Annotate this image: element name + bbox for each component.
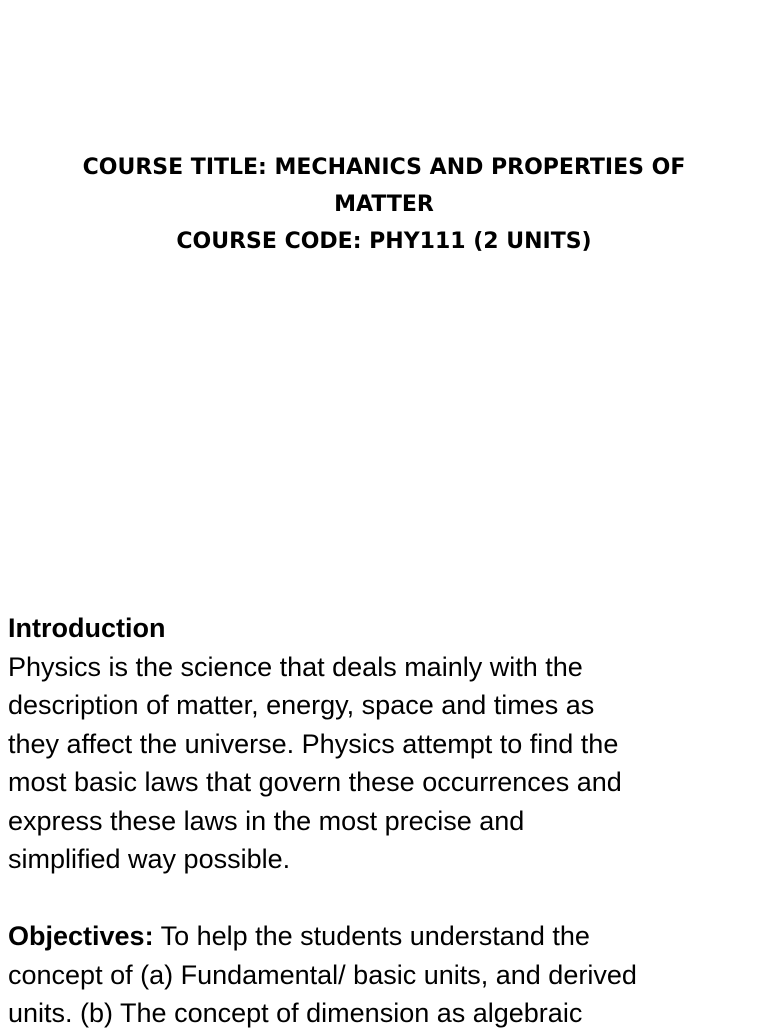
paragraph-spacer: [8, 879, 760, 918]
introduction-line: simplified way possible.: [8, 844, 291, 874]
introduction-heading: Introduction: [8, 613, 166, 643]
objectives-first-line: [8, 917, 760, 956]
course-title-line-2: MATTER: [334, 192, 434, 217]
course-code-line: COURSE CODE: PHY111 (2 UNITS): [176, 229, 592, 254]
course-title-line-1: COURSE TITLE: MECHANICS AND PROPERTIES OF: [82, 155, 686, 180]
objectives-text: To help the students understand the: [153, 921, 590, 951]
objectives-line: concept of (a) Fundamental/ basic units, and derived: [8, 959, 637, 990]
introduction-line: Physics is the science that deals mainly with the: [8, 651, 583, 682]
objectives-line: units. (b) The concept of dimension as algebraic: [8, 998, 583, 1028]
objectives-label: Objectives:: [8, 921, 154, 951]
introduction-line: most basic laws that govern these occurrences and: [8, 767, 622, 797]
introduction-line: they affect the universe. Physics attempt to find the: [8, 728, 619, 759]
body-text: [8, 609, 760, 1033]
introduction-line: description of matter, energy, space and times as: [8, 690, 595, 720]
introduction-line: express these laws in the most precise and: [8, 805, 525, 836]
course-title-block: [0, 149, 768, 260]
